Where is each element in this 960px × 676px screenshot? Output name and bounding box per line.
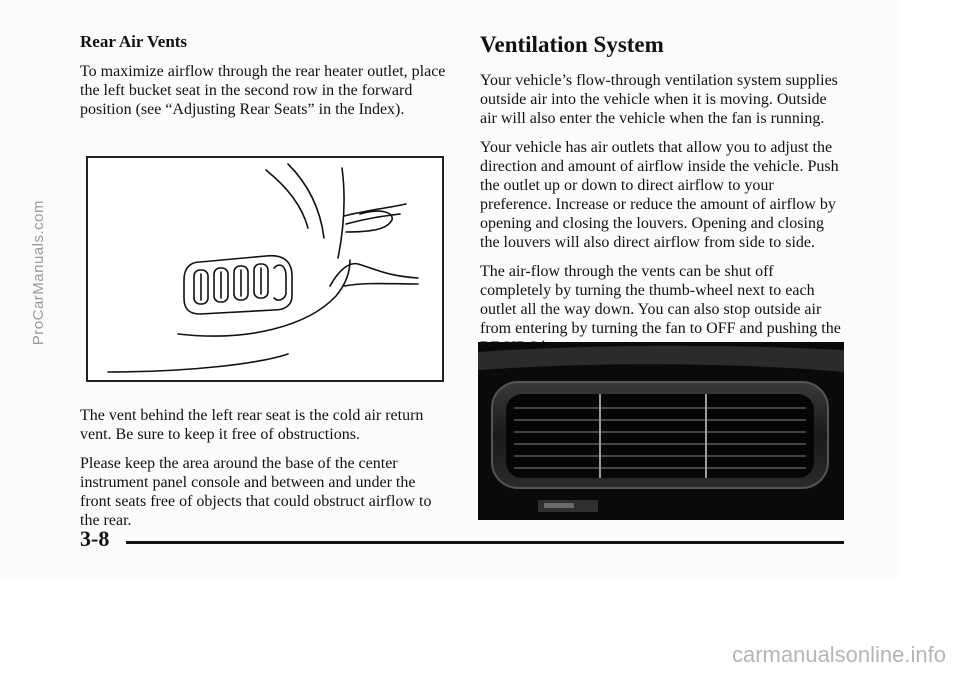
cold-air-return-section bbox=[80, 406, 450, 540]
rear-air-vents-intro: To maximize airflow through the rear heater outlet, place the left bucket seat in the second row in the forward position (see “Adjusting Rear Seats” in the Index). bbox=[80, 63, 446, 118]
shut-off-paragraph: The air-flow through the vents can be shut off completely by turning the thumb-wheel next to each outlet all the way down. You can also stop outside air from entering by turning the fan to OFF and pushing the bbox=[480, 263, 841, 337]
ventilation-system-heading: Ventilation System bbox=[480, 32, 664, 57]
flow-through-paragraph: Your vehicle’s flow-through ventilation system supplies outside air into the vehicle when it is moving. Outside air will also enter the vehicle when the fan is running. bbox=[480, 72, 838, 127]
cold-air-return-paragraph: The vent behind the left rear seat is the cold air return vent. Be sure to keep it free of obstructions. bbox=[80, 407, 424, 443]
dashboard-vent-photo bbox=[478, 342, 844, 520]
bottom-watermark: carmanualsonline.info bbox=[731, 642, 946, 667]
air-outlet-photo bbox=[478, 342, 844, 520]
rear-air-vents-section bbox=[80, 32, 450, 129]
rear-vent-line-drawing bbox=[88, 158, 442, 380]
ventilation-system-section bbox=[480, 32, 845, 367]
rear-vent-illustration bbox=[86, 156, 444, 382]
air-outlets-paragraph: Your vehicle has air outlets that allow you to adjust the direction and amount of airflow inside the vehicle. Push the outlet up or down to direct airflow to your preference. Increase or reduce the amount of airflow by opening and closing the louvers. Opening and closing the louvers will also direct airflow from side to side. bbox=[480, 139, 839, 251]
rear-air-vents-heading: Rear Air Vents bbox=[80, 32, 188, 51]
keep-area-clear-paragraph: Please keep the area around the base of the center instrument panel console and between and under the front seats free of objects that could obstruct airflow to the rear. bbox=[80, 455, 432, 529]
footer-rule bbox=[126, 541, 844, 544]
side-watermark: ProCarManuals.com bbox=[30, 200, 47, 346]
page-number: 3-8 bbox=[80, 526, 110, 551]
